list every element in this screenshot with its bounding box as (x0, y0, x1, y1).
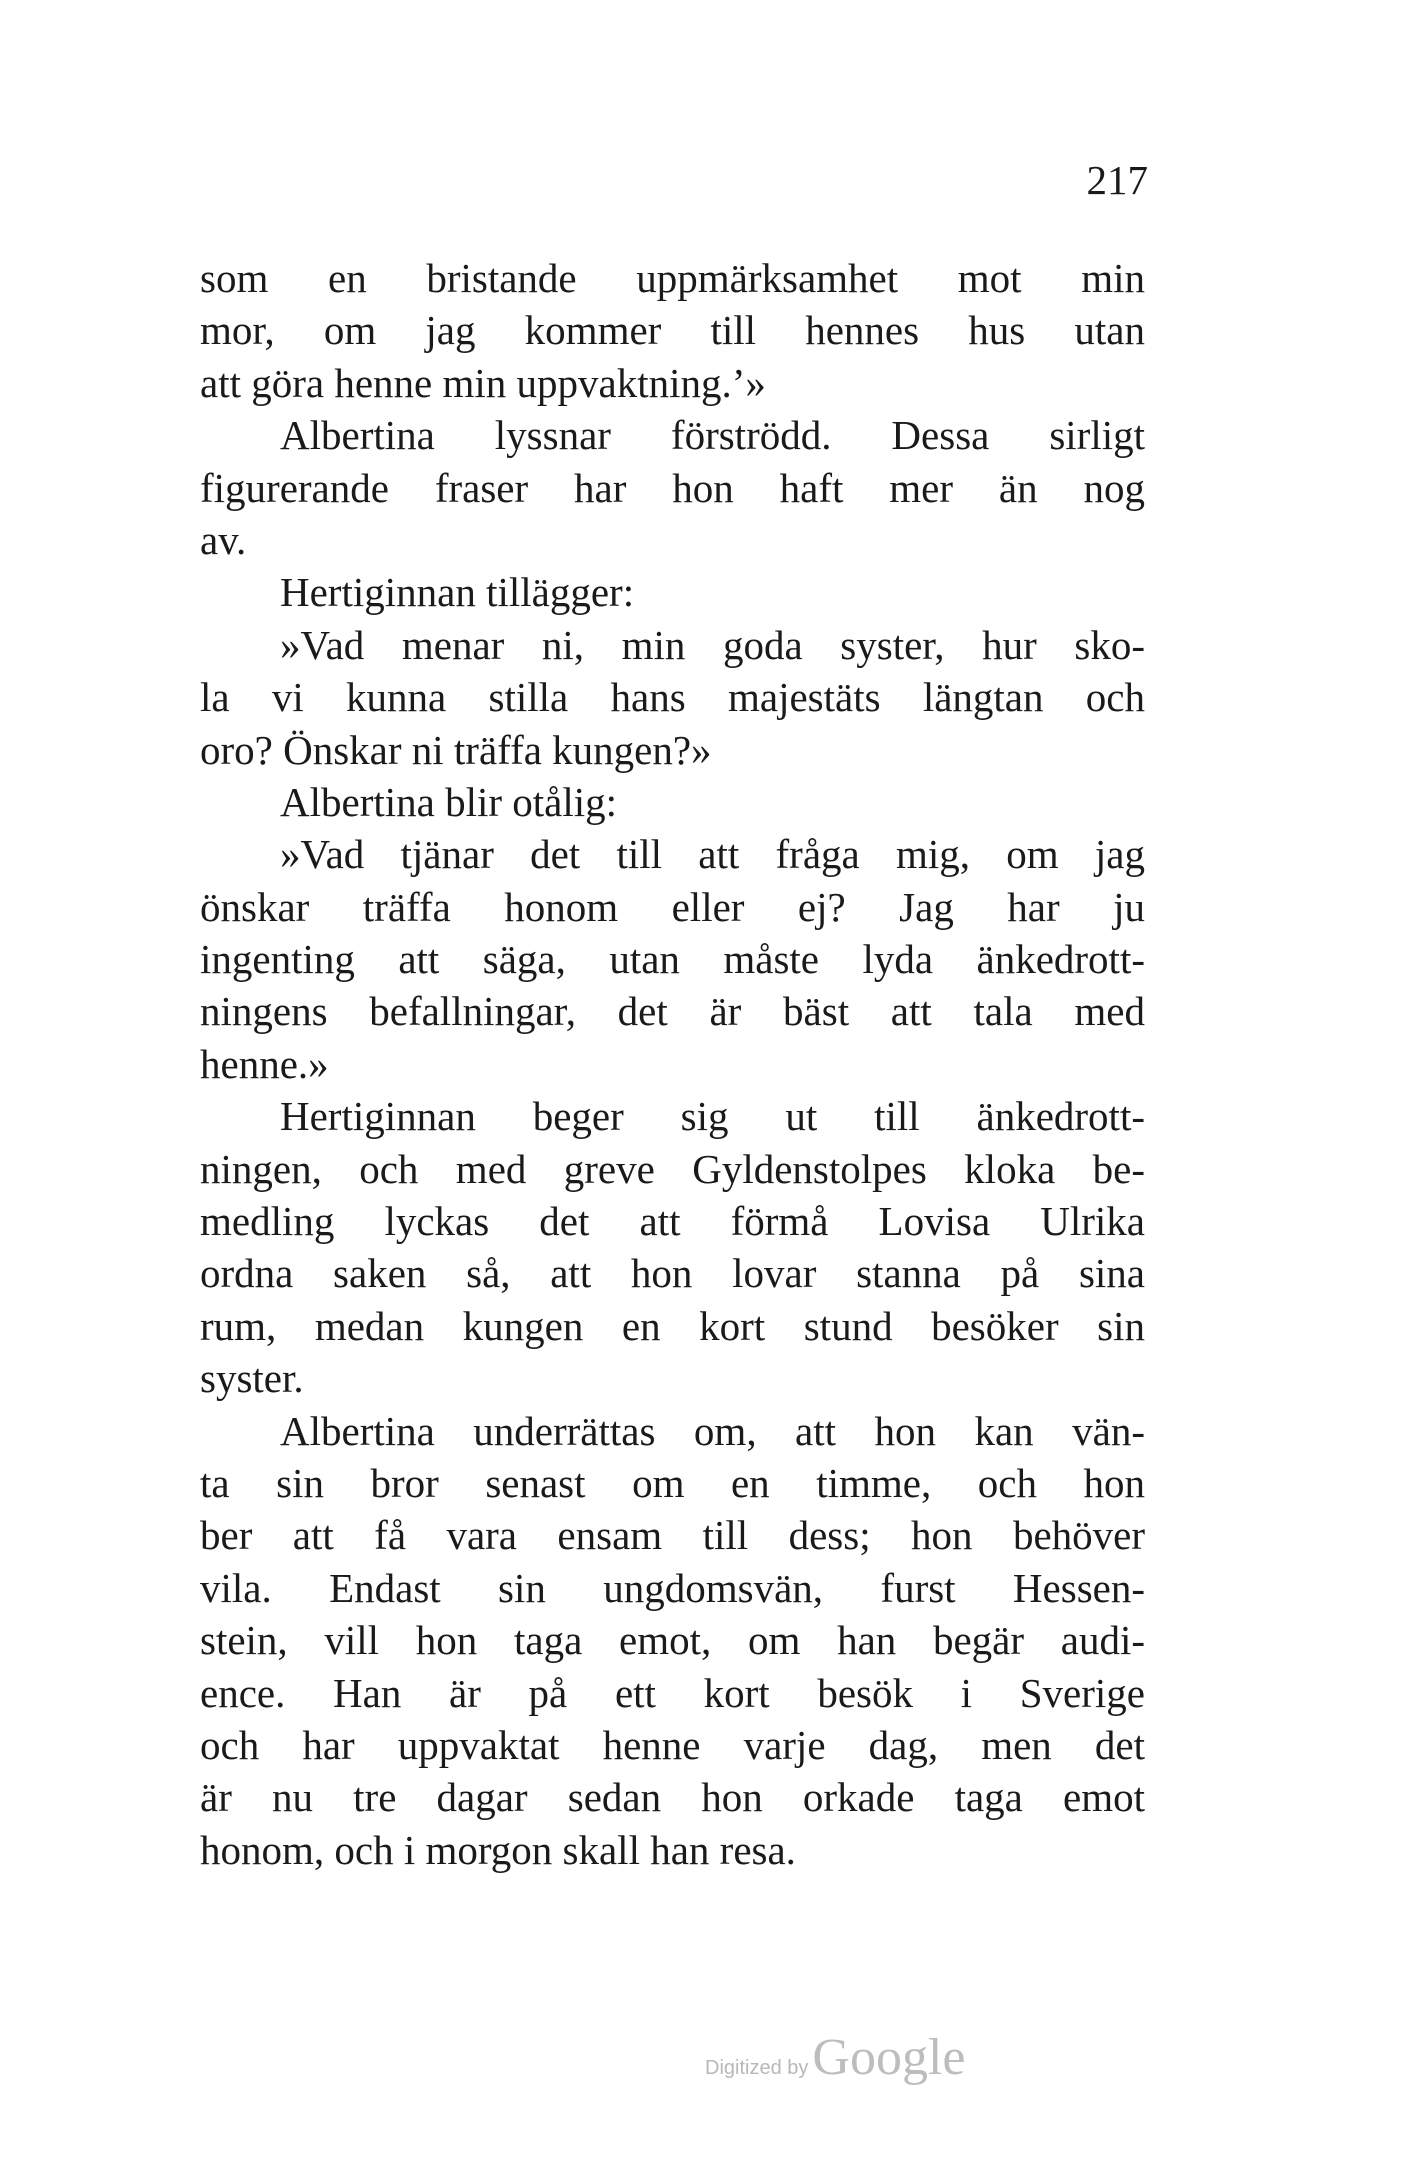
watermark-brand: Google (812, 2029, 966, 2086)
text-line: la vi kunna stilla hans majestäts längtan och (200, 674, 1145, 721)
text-line: Hertiginnan beger sig ut till änkedrott- (280, 1093, 1145, 1140)
text-line: Albertina underrättas om, att hon kan vän- (280, 1407, 1145, 1454)
text-line: mor, om jag kommer till hennes hus utan (200, 307, 1145, 354)
text-line: ber att få vara ensam till dess; hon behöver (200, 1512, 1145, 1559)
text-line: stein, vill hon taga emot, om han begär audi- (200, 1617, 1145, 1664)
text-line: »Vad tjänar det till att fråga mig, om jag (280, 831, 1145, 878)
text-line: ta sin bror senast om en timme, och hon (200, 1459, 1145, 1506)
text-line: ingenting att säga, utan måste lyda änkedrott- (200, 936, 1145, 983)
text-line: som en bristande uppmärksamhet mot min (200, 255, 1145, 301)
text-line: Albertina blir otålig: (280, 778, 618, 825)
watermark-prefix: Digitized by (705, 2057, 809, 2079)
text-line: ningens befallningar, det är bäst att tala med (200, 988, 1145, 1035)
text-line: medling lyckas det att förmå Lovisa Ulrika (200, 1198, 1145, 1245)
text-line: syster. (200, 1355, 304, 1402)
digitized-watermark (705, 2028, 965, 2087)
text-line: vila. Endast sin ungdomsvän, furst Hessen- (200, 1564, 1145, 1611)
text-line: av. (200, 516, 247, 563)
text-line: oro? Önskar ni träffa kungen?» (200, 726, 712, 773)
text-line: figurerande fraser har hon haft mer än nog (200, 464, 1145, 511)
text-line: ordna saken så, att hon lovar stanna på sina (200, 1250, 1145, 1297)
text-line: att göra henne min uppvaktning.’» (200, 359, 766, 406)
page-number: 217 (1086, 157, 1148, 203)
text-line: Albertina lyssnar förströdd. Dessa sirligt (280, 412, 1145, 459)
text-line: ence. Han är på ett kort besök i Sverige (200, 1669, 1145, 1716)
text-line: är nu tre dagar sedan hon orkade taga emot (200, 1774, 1145, 1821)
text-line: och har uppvaktat henne varje dag, men det (200, 1721, 1145, 1768)
text-line: Hertiginnan tillägger: (280, 569, 635, 616)
text-line: önskar träffa honom eller ej? Jag har ju (200, 883, 1145, 930)
text-line: ningen, och med greve Gyldenstolpes kloka be- (200, 1145, 1145, 1192)
text-line: »Vad menar ni, min goda syster, hur sko- (280, 621, 1145, 668)
text-line: rum, medan kungen en kort stund besöker sin (200, 1302, 1145, 1349)
text-line: honom, och i morgon skall han resa. (200, 1826, 796, 1873)
body-text (200, 252, 1145, 1876)
text-line: henne.» (200, 1040, 329, 1087)
